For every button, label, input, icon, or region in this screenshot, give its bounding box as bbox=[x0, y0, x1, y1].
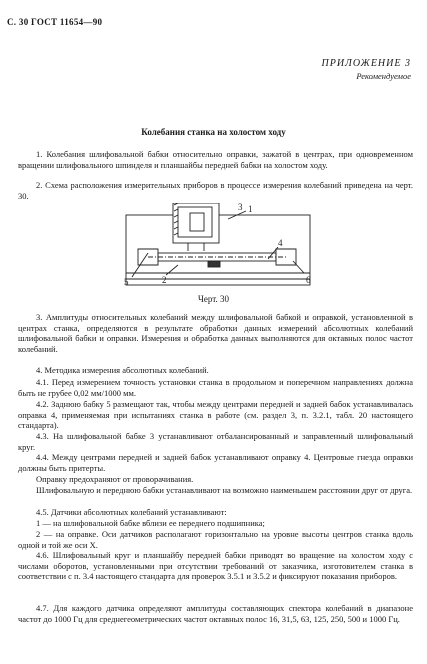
paragraph-1: 1. Колебания шлифовальной бабки относительно оправки, зажатой в центрах, при одновременном вращении шлифовального шпинделя и планшайбы передней бабки на холостом ходу. bbox=[18, 149, 413, 170]
paragraph-place: Шлифовальную и переднюю бабки устанавливают на возможно наименьшем расстоянии друг от друга. bbox=[36, 485, 413, 495]
sensor-item-1: 1 — на шлифовальной бабке вблизи ее переднего подшипника; bbox=[36, 518, 265, 528]
sensor-item-2: 2 — на оправке. Оси датчиков располагают горизонтально на уровне высоты центров станка вдоль одной и той же оси X. bbox=[18, 529, 413, 550]
paragraph-fix: Оправку предохраняют от проворачивания. bbox=[36, 474, 194, 484]
label-2: 2 bbox=[162, 275, 167, 285]
paragraph-2: 2. Схема расположения измерительных приборов в процессе измерения колебаний приведена на черт. 30. bbox=[18, 180, 413, 201]
paragraph-4-6: 4.6. Шлифовальный круг и планшайбу передней бабки приводят во вращение на холостом ходу с числами оборотов, установленными при отсутствии требований от заказчика, изготовителем станка в соответствии с п. 3.4 настоящего стандарта для проверок 3.5.1 и 3.5.2 и фиксируют показания приборов. bbox=[18, 550, 413, 581]
appendix-block bbox=[322, 58, 412, 81]
paragraph-4-7: 4.7. Для каждого датчика определяют амплитуды составляющих спектора колебаний в диапазоне частот до 1000 Гц для среднегеометрических частот октавных полос 16, 31,5, 63, 125, 250, 500 и 1000 Гц. bbox=[18, 603, 413, 624]
paragraph-4-4: 4.4. Между центрами передней и задней бабок устанавливают оправку 4. Центровые гнезда оправки должны быть притерты. bbox=[18, 452, 413, 473]
appendix-subtitle: Рекомендуемое bbox=[356, 71, 411, 81]
paragraph-4-2: 4.2. Заднюю бабку 5 размещают так, чтобы между центрами передней и задней бабок устанавливалась оправка 4, применяемая при испытаниях станка в работе (см. раздел 3, п. 3.2.1, табл. 20 настоящего стандарта). bbox=[18, 399, 413, 430]
page-header: С. 30 ГОСТ 11654—90 bbox=[7, 17, 103, 27]
paragraph-3: 3. Амплитуды относительных колебаний между шлифовальной бабкой и оправкой, установленной в центрах станка, определяются в результате обработки данных измерений абсолютных колебаний шлифовальной бабки и оправки. Измерения и обработка данных выполняются для октавных полос частот колебаний. bbox=[18, 312, 413, 354]
label-5: 5 bbox=[124, 277, 129, 287]
label-6: 6 bbox=[306, 275, 311, 285]
section-title: Колебания станка на холостом ходу bbox=[141, 127, 286, 137]
paragraph-4-3: 4.3. На шлифовальной бабке 3 устанавливают отбалансированный и заправленный шлифовальный круг. bbox=[18, 431, 413, 452]
paragraph-4-5: 4.5. Датчики абсолютных колебаний устанавливают: bbox=[36, 507, 227, 517]
label-1: 1 bbox=[248, 204, 253, 214]
label-4: 4 bbox=[278, 238, 283, 248]
appendix-title: ПРИЛОЖЕНИЕ 3 bbox=[321, 58, 411, 69]
label-3: 3 bbox=[238, 203, 243, 212]
sensor-2 bbox=[208, 261, 220, 267]
paragraph-4-1: 4.1. Перед измерением точность установки станка в продольном и поперечном направлениях должна быть не грубее 0,02 мм/1000 мм. bbox=[18, 377, 413, 398]
paragraph-4: 4. Методика измерения абсолютных колебаний. bbox=[36, 365, 209, 375]
figure-30-diagram bbox=[118, 203, 318, 301]
figure-caption: Черт. 30 bbox=[198, 294, 229, 304]
